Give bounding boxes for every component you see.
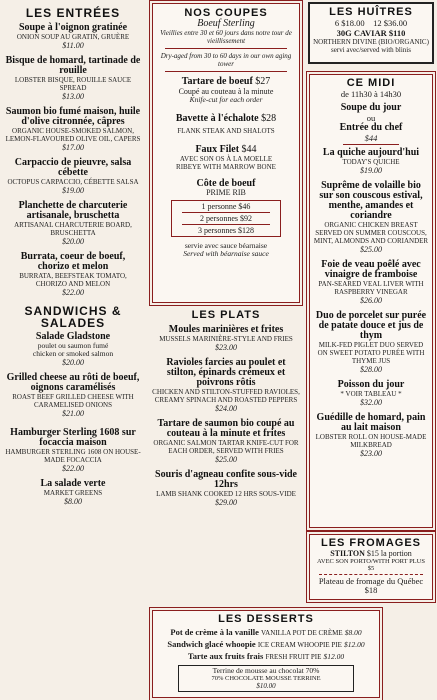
- menu-item: Foie de veau poêlé avec vinaigre de framboise PAN-SEARED VEAL LIVER WITH RASPBERRY VINEGAR $26.00: [318, 259, 424, 305]
- menu-item: Souris d'agneau confite sous-vide 12hrs LAMB SHANK COOKED 12 HRS SOUS-VIDE $29.00: [155, 469, 297, 507]
- menu-item: Côte de boeuf PRIME RIB: [196, 178, 256, 197]
- menu-item: Tartare de saumon bio coupé au couteau à la minute et frites ORGANIC SALMON TARTAR KNIFE-CUT FOR EACH ORDER, SERVED WITH FRIES $25.00: [153, 418, 299, 464]
- desserts-heading: LES DESSERTS: [218, 613, 314, 625]
- persons-box: 1 personne $46 2 personnes $92 3 personnes $128: [171, 200, 281, 237]
- menu-item: Poisson du jour * VOIR TABLEAU * $32.00: [337, 379, 405, 407]
- menu-item: Tartare de boeuf $27 Coupé au couteau à la minute Knife-cut for each order: [178, 76, 274, 104]
- coupes-box: NOS COUPES Boeuf Sterling Vieillies entre 30 et 60 jours dans notre tour de vieillissement Dry-aged from 30 to 60 days in our own aging tower Tartare de boeuf $27 Coupé au couteau à la minute Knife-cut for each order Bavette à l'échalote $28 FLANK STEAK AND SHALOTS Faux Filet $44 AVEC SON OS À LA MOELLE RIBEYE WITH MARROW BONE Côte de boeuf PRIME RIB 1 personne $46 2 personnes $92 3 personnes $128 servie avec sauce béarnaise Served with béarnaise sauce: [152, 3, 300, 303]
- divider: [165, 71, 287, 72]
- menu-item: Tarte aux fruits frais FRESH FRUIT PIE $12.00: [187, 651, 345, 661]
- menu-item: Suprême de volaille bio sur son couscous estival, menthe, amandes et coriandre ORGANIC CHICKEN BREAST SERVED ON SUMMER COUSCOUS, MINT, ALMONDS AND CORIANDER $25.00: [313, 180, 429, 254]
- entrees-heading: LES ENTRÉES: [25, 6, 121, 20]
- menu-item: Guédille de homard, pain au lait maison LOBSTER ROLL ON HOUSE-MADE MILKBREAD $23.00: [315, 412, 427, 458]
- fromages-box: LES FROMAGES STILTON $15 la portion AVEC SON PORTO/WITH PORT PLUS $5 Plateau de fromage du Québec $18: [309, 534, 433, 600]
- menu-item: Grilled cheese au rôti de boeuf, oignons caramélisés ROAST BEEF GRILLED CHEESE WITH CARAMELISED ONIONS $21.00: [6, 372, 140, 418]
- menu-item: Ravioles farcies au poulet et stilton, épinards crémeux et poivrons rôtis CHICKEN AND STILTON-STUFFED RAVIOLES, CREAMY SPINACH AND ROASTED PEPPERS $24.00: [152, 357, 300, 413]
- plats-heading: LES PLATS: [191, 309, 261, 321]
- menu-item: Planchette de charcuterie artisanale, bruschetta ARTISANAL CHARCUTERIE BOARD, BRUSCHETTA $20.00: [14, 200, 132, 246]
- huitres-heading: LES HUÎTRES: [329, 6, 413, 18]
- menu-item: Bavette à l'échalote $28 FLANK STEAK AND SHALOTS: [175, 113, 277, 135]
- menu-item: Pot de crème à la vanille VANILLA POT DE CRÈME $8.00: [170, 627, 362, 637]
- menu-item: Hamburger Sterling 1608 sur focaccia maison HAMBURGER STERLING 1608 ON HOUSE-MADE FOCACCIA $22.00: [5, 427, 141, 473]
- menu-item: Salade Gladstone poulet ou saumon fumé chicken or smoked salmon $20.00: [32, 331, 114, 367]
- fromages-heading: LES FROMAGES: [320, 537, 421, 549]
- divider: [165, 48, 287, 49]
- menu-item: Duo de porcelet sur purée de patate douce et jus de thym MILK-FED PIGLET DUO SERVED ON SWEET POTATO PURÉE WITH THYME JUS $28.00: [315, 310, 427, 374]
- column-right: [305, 0, 437, 600]
- coupes-heading: NOS COUPES: [184, 7, 268, 19]
- midi-box: CE MIDI de 11h30 à 14h30 Soupe du jour ou Entrée du chef $44 La quiche aujourd'hui TODAY'S QUICHE $19.00 Suprême de volaille bio sur son couscous estival, menthe, amandes et coriandre ORGANIC CHICKEN BREAST SERVED ON SUMMER COUSCOUS, MINT, ALMONDS AND CORIANDER $25.00 Foie de veau poêlé avec vinaigre de framboise PAN-SEARED VEAL LIVER WITH RASPBERRY VINEGAR $26.00 Duo de porcelet sur purée de patate douce et jus de thym MILK-FED PIGLET DUO SERVED ON SWEET POTATO PURÉE WITH THYME JUS $28.00 Poisson du jour * VOIR TABLEAU * $32.00 Guédille de homard, pain au lait maison LOBSTER ROLL ON HOUSE-MADE MILKBREAD $23.00: [309, 74, 433, 528]
- menu-item: La salade verte MARKET GREENS $8.00: [40, 478, 106, 506]
- huitres-box: LES HUÎTRES 6 $18.00 12 $36.00 30G CAVIAR $110 NORTHERN DIVINE (BIO/ORGANIC) servi avec/served with blinis: [308, 2, 434, 64]
- desserts-box: [152, 610, 380, 698]
- menu-item: Bisque de homard, tartinade de rouille LOBSTER BISQUE, ROUILLE SAUCE SPREAD $13.00: [5, 55, 141, 101]
- column-left: [0, 0, 146, 512]
- menu-item: Sandwich glacé whoopie ICE CREAM WHOOPIE PIE $12.00: [167, 639, 365, 649]
- menu-item: Burrata, coeur de boeuf, chorizo et melon BURRATA, BEEFSTEAK TOMATO, CHORIZO AND MELON $22.00: [19, 251, 127, 297]
- divider: [343, 144, 399, 145]
- midi-heading: CE MIDI: [346, 77, 396, 89]
- menu-item: Carpaccio de pieuvre, salsa cébette OCTOPUS CARPACCIO, CÉBETTE SALSA $19.00: [7, 157, 139, 195]
- column-middle: [149, 0, 303, 513]
- menu-item: Moules marinières et frites MUSSELS MARINIÈRE-STYLE AND FRIES $23.00: [159, 324, 293, 352]
- menu-item: Faux Filet $44 AVEC SON OS À LA MOELLE RIBEYE WITH MARROW BONE: [176, 144, 276, 171]
- sandwichs-heading: SANDWICHS & SALADES: [24, 304, 122, 330]
- menu-item: Saumon bio fumé maison, huile d'olive citronnée, câpres ORGANIC HOUSE-SMOKED SALMON, LEMON-FLAVOURED OLIVE OIL, CAPERS $17.00: [5, 106, 141, 152]
- menu-item: La quiche aujourd'hui TODAY'S QUICHE $19.00: [322, 147, 420, 175]
- terrine-box: Terrine de mousse au chocolat 70% 70% CHOCOLATE MOUSSE TERRINE $10.00: [178, 665, 354, 692]
- menu-item: Soupe à l'oignon gratinée ONION SOUP AU GRATIN, GRUÈRE $11.00: [16, 22, 130, 50]
- coupes-subtitle: Boeuf Sterling: [197, 18, 255, 29]
